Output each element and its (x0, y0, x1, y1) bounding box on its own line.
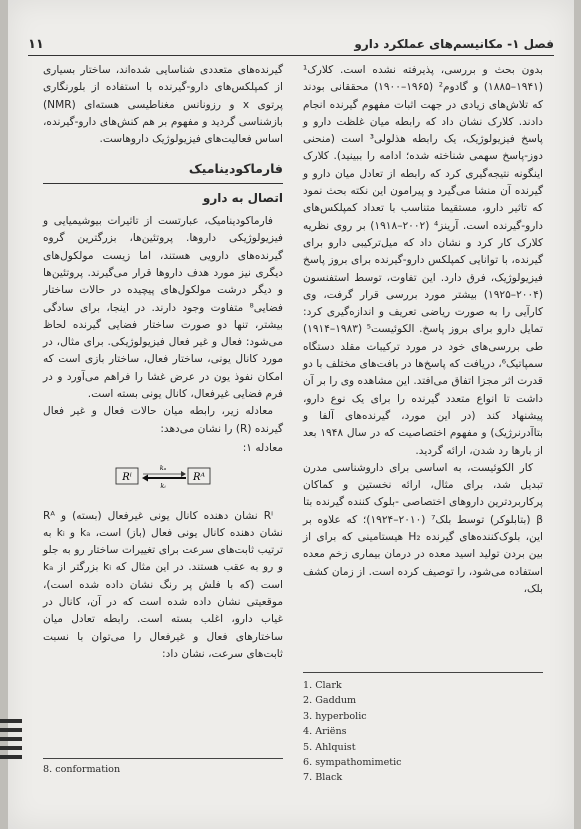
paragraph: Rⁱ نشان دهنده کانال یونی غیرفعال (بسته) و Rᴬ نشان دهنده کانال یونی فعال (باز) است، kₐ و kᵢ به ترتیب ثابت‌های سرعت برای تغییرات ساختار رو به جلو و رو به عقب هستند. در این مثال که kᵢ بزرگتر از kₐ است (که با فلش پر رنگ نشان داده شده است)، موقعیتی نشان داده شده است که در آن، کانال در غیاب دارو، اغلب بسته است. رابطه تعادل میان ساختارهای فعال و غیرفعال را می‌توان با نسبت ثابت‌های سرعت، نشان داد: (43, 509, 284, 660)
footnote: 8. conformation (43, 764, 121, 775)
page-header (28, 34, 554, 54)
header-rule (28, 55, 554, 56)
state-inactive: Rⁱ (122, 472, 132, 484)
footnote: 2. Gaddum (303, 695, 357, 707)
footnote: 3. hyperbolic (303, 710, 367, 722)
subsection-title: اتصال به دارو (202, 190, 283, 205)
footnote: 4. Ariëns (303, 726, 347, 738)
right-column (303, 62, 543, 598)
page-edge-tabs (0, 719, 22, 764)
forward-arrowhead (181, 471, 186, 477)
paragraph: بدون بحث و بررسی، پذیرفته نشده است. کلارک¹ (۱۹۴۱–۱۸۸۵) و گادوم² (۱۹۶۵–۱۹۰۰) محققانی بودند که تلاش‌های زیادی در جهت اثبات مفهوم گیرنده انجام دادند. کلارک نشان داد که رابطه میان غلظت دارو و پاسخ فیزیولوژیک، یک رابطه هذلولی³ است (منحنی دوز-پاسخ سهمی شناخته شده؛ ادامه را ببینید). کلارک اینگونه نتیجه‌گیری کرد که رابطه از تعادل میان دارو و گیرنده آن منشا می‌گیرد و پیرامون این نکته بحث نمود که تاثیر دارو، مستقیما متناسب با تعداد کمپلکس‌های دارو-گیرنده است. آرینز⁴ (۲۰۰۲–۱۹۱۸) بر روی نظریه کلارک کار کرد و نشان داد که میل‌ترکیبی دارو برای گیرنده، با توانایی کمپلکس دارو-گیرنده برای بروز پاسخ فیزیولوژیک، فرق دارد. این تفاوت، توسط استفنسون (۲۰۰۴–۱۹۲۵) بیشتر مورد بررسی قرار گرفت، وی کارآیی را به صورت ریاضی تعریف و اندازه‌گیری کرد: تمایل دارو برای بروز پاسخ. الکوئیست⁵ (۱۹۸۳–۱۹۱۴) طی بررسی‌های خود در مورد ترکیبات مقلد دستگاه سمپاتیک⁶، دریافت که پاسخ‌ها در بافت‌های مختلف با دو قدرت اثر مجزا اتفاق می‌افتد. این مشاهده وی را بر آن داشت تا انواع متعدد گیرنده را برای یک نوع دارو، پیشنهاد کند (در این مورد، گیرنده‌های آلفا و بتاآدرنرژیک) و مفهوم اختصاصیت که در سال ۱۹۴۸ بعد از بارها رد شدن، ارائه گردید. (303, 64, 543, 457)
edge-tab (0, 728, 22, 732)
book-page (8, 0, 574, 829)
chapter-title: فصل ۱- مکانیسم‌های عملکرد دارو (354, 37, 554, 51)
footnote: 7. Black (303, 772, 343, 784)
rate-reverse: kᵢ (160, 482, 166, 490)
intro-paragraph: گیرنده‌های متعددی شناسایی شده‌اند، ساختار بسیاری از کمپلکس‌های دارو-گیرنده با استفاده از بلورنگاری پرتوی x و رزونانس مغناطیسی هسته‌ای (NMR) بازشناسی گردید و مفهوم بر هم کنش‌های دارو-گیرنده، اساس فعالیت‌های فیزیولوژیک داروهاست. (43, 64, 284, 146)
equation-label: معادله ۱: (242, 441, 283, 454)
footnote: 5. Ahlquist (303, 741, 356, 753)
footnotes-left (43, 764, 283, 775)
footnote: 6. sympathomimetic (303, 757, 402, 769)
edge-tab (0, 719, 22, 723)
footnotes-right (303, 678, 543, 786)
page-number: ۱۱ (28, 36, 44, 52)
paragraph: معادله زیر، رابطه میان حالات فعال و غیر فعال گیرنده (R) را نشان می‌دهد: (43, 405, 283, 435)
reverse-arrowhead (142, 475, 148, 482)
paragraph: فارماکودینامیک، عبارتست از تاثیرات بیوشیمیایی و فیزیولوژیکی داروها. پروتئین‌ها، بزرگترین گروه گیرنده‌های دارویی هستند، اما زیست مولکول‌های دیگری نیز مورد هدف داروها قرار می‌گیرند. پروتئین‌ها و دیگر درشت مولکول‌های پیچیده در حالات ساختار فضایی⁸ متفاوت وجود دارند. در اینجا، برای سادگی بیشتر، تنها دو صورت ساختار فضایی گیرنده لحاظ می‌شود: فعال و غیر فعال فیزیولوژیکی. برای مثال، در مورد کانال یونی، ساختار فعال، ساختار بازی است که امکان نفوذ یون در عرض غشا را فراهم می‌آورد و در فرم فضایی غیرفعال، کانال یونی بسته است. (43, 215, 283, 401)
paragraph: کار الکوئیست، به اساسی برای داروشناسی مدرن تبدیل شد، برای مثال، ارائه نخستین و کماکان پرکاربردترین داروهای اختصاصی -بلوک کننده گیرنده بتا β (بتابلوکر) توسط بلک⁷ (۲۰۱۰–۱۹۲۴)؛ که علاوه بر این، بلوک‌کننده‌های گیرنده H₂ هیستامینی که برای از بین بردن تولید اسید معده در درمان بیماری زخم معده استفاده می‌شود، را توصیف کرده است. از زمان کشف بلک، (303, 461, 544, 595)
edge-tab (0, 737, 22, 741)
state-active: Rᴬ (192, 472, 206, 484)
footnote-rule (43, 758, 283, 759)
footnote-rule (303, 672, 543, 673)
section-title: فارماکودینامیک (43, 160, 283, 183)
equilibrium-diagram (115, 463, 211, 489)
rate-forward: kₐ (159, 464, 167, 473)
left-column (43, 62, 283, 663)
edge-tab (0, 755, 22, 759)
equation (43, 463, 283, 495)
edge-tab (0, 746, 22, 750)
footnote: 1. Clark (303, 680, 342, 691)
